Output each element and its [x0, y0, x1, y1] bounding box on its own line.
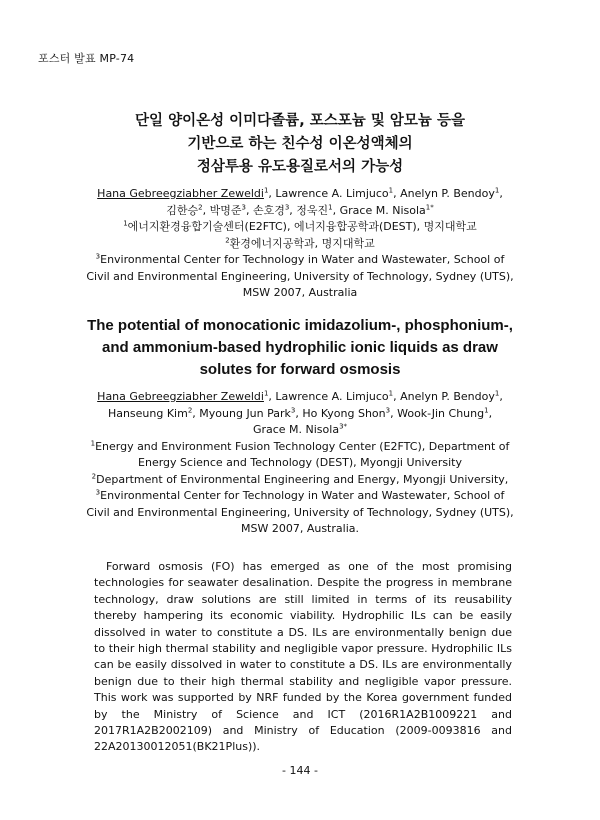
english-title-line: The potential of monocationic imidazolium-, phosphonium-, — [87, 317, 513, 334]
korean-affiliation-cont: Civil and Environmental Engineering, University of Technology, Sydney (UTS), — [86, 269, 514, 283]
author: , Grace M. Nisola — [332, 203, 426, 217]
affil-mark: 1 — [484, 405, 489, 414]
affil-mark: 3 — [290, 405, 296, 414]
author: , Lawrence A. Limjuco — [268, 187, 389, 200]
lead-author: Hana Gebreegziabher Zeweldi — [97, 187, 264, 200]
korean-title — [80, 110, 520, 179]
korean-title-line: 단일 양이온성 이미다졸륨, 포스포늄 및 암모늄 등을 — [135, 113, 465, 129]
english-title-line: and ammonium-based hydrophilic ionic liquids as draw — [102, 339, 498, 356]
affil-mark: 3 — [95, 488, 101, 497]
affiliation-text: Department of Environmental Engineering and Energy, Myongji University, — [96, 472, 509, 486]
affil-mark: 1* — [425, 202, 434, 211]
english-title — [80, 315, 520, 381]
affil-mark: 3 — [385, 405, 391, 414]
affil-mark: 1 — [263, 389, 269, 398]
affil-mark: 1 — [494, 186, 500, 195]
korean-affiliation — [80, 219, 520, 236]
korean-author-line: Hana Gebreegziabher Zeweldi$^1$, Lawrence A. Limjuco$^1$, Anelyn P. Bendoy$^1$, — [97, 186, 503, 200]
author: Hanseung Kim — [107, 406, 188, 420]
korean-title-line: 정삼투용 유도용질로서의 가능성 — [196, 159, 404, 175]
korean-affiliation — [80, 252, 520, 269]
author: , 박명준 — [202, 203, 242, 217]
english-title-line: solutes for forward osmosis — [199, 361, 401, 378]
korean-title-line: 기반으로 하는 친수성 이온성액체의 — [187, 136, 413, 152]
affil-mark: 1 — [388, 389, 394, 398]
lead-author: Hana Gebreegziabher Zeweldi — [97, 390, 264, 403]
affil-mark: 1 — [388, 186, 394, 195]
affil-mark: 3 — [284, 202, 290, 211]
affiliation-text: 에너지환경융합기술센터(E2FTC), 에너지융합공학과(DEST), 명지대학교 — [127, 220, 477, 233]
english-affiliation — [80, 472, 520, 489]
session-label: 포스터 발표 MP-74 — [38, 52, 135, 65]
author: , 정욱진 — [289, 203, 329, 217]
affil-mark: 1 — [494, 389, 500, 398]
korean-author-line — [80, 203, 520, 220]
affiliation-text: Energy and Environment Fusion Technology Center (E2FTC), Department of — [95, 439, 510, 453]
affiliation-text: 환경에너지공학과, 명지대학교 — [229, 236, 375, 250]
author: 김한승 — [166, 203, 199, 217]
author: , Myoung Jun Park — [192, 406, 291, 420]
affiliation-text: Environmental Center for Technology in Water and Wastewater, School of — [100, 253, 505, 266]
korean-affiliation-cont: MSW 2007, Australia — [242, 286, 358, 299]
affiliation-text: Environmental Center for Technology in Water and Wastewater, School of — [100, 489, 505, 502]
affil-mark: 1 — [123, 219, 128, 228]
affil-mark: 2 — [225, 235, 230, 244]
english-author-line: Hana Gebreegziabher Zeweldi$^1$, Lawrence A. Limjuco$^1$, Anelyn P. Bendoy$^1$, — [97, 389, 503, 403]
english-author-line: Hanseung Kim$^2$, Myoung Jun Park$^3$, Ho Kyong Shon$^3$, Wook-Jin Chung$^1$, — [107, 405, 493, 420]
affil-mark: 2 — [91, 471, 97, 480]
english-affiliation-cont: Energy Science and Technology (DEST), Myongji University — [138, 456, 462, 469]
page-number: - 144 - — [282, 764, 318, 777]
affil-mark: 1 — [90, 438, 96, 447]
affil-mark: 1 — [328, 202, 333, 211]
author: , Wook-Jin Chung — [390, 406, 485, 420]
affil-mark: 3* — [339, 422, 348, 431]
korean-authors — [80, 186, 520, 302]
author: , Anelyn P. Bendoy — [393, 187, 495, 200]
english-affiliation-cont: Civil and Environmental Engineering, University of Technology, Sydney (UTS), — [86, 505, 514, 519]
affil-mark: 2 — [187, 405, 193, 414]
abstract-paragraph: Forward osmosis (FO) has emerged as one of the most promising technologies for seawater desalination. Despite the progress in membrane technology, draw solutions are still limited in terms of its reusability thereby hampering its economic viability. Hydrophilic ILs can be easily dissolved in water to constitute a DS. ILs are environmentally benign due to their high thermal stability and negligible vapor pressure. Hydrophilic ILs can be easily dissolved in water to constitute a DS. ILs are environmentally benign due to their high thermal stability and negligible vapor pressure. This work was supported by NRF funded by the Korea government funded by the Ministry of Science and ICT (2016R1A2B1009221 and 2017R1A2B2002109) and Ministry of Education (2009-0093816 and 22A20130012051(BK21Plus)). — [94, 560, 512, 754]
english-affiliation — [80, 439, 520, 456]
author: , 손호경 — [245, 203, 285, 217]
affil-mark: 1 — [263, 186, 269, 195]
affil-mark: 3 — [95, 252, 101, 261]
author: Grace M. Nisola — [252, 423, 340, 436]
affil-mark: 2 — [198, 202, 203, 211]
english-affiliation — [80, 488, 520, 505]
author: , Lawrence A. Limjuco — [268, 390, 389, 403]
english-author-line — [80, 422, 520, 439]
author: , Ho Kyong Shon — [295, 406, 386, 420]
korean-affiliation — [80, 236, 520, 253]
affil-mark: 3 — [241, 202, 246, 211]
english-affiliation-cont: MSW 2007, Australia. — [241, 522, 359, 535]
english-authors — [80, 389, 520, 538]
author: , Anelyn P. Bendoy — [393, 390, 495, 403]
